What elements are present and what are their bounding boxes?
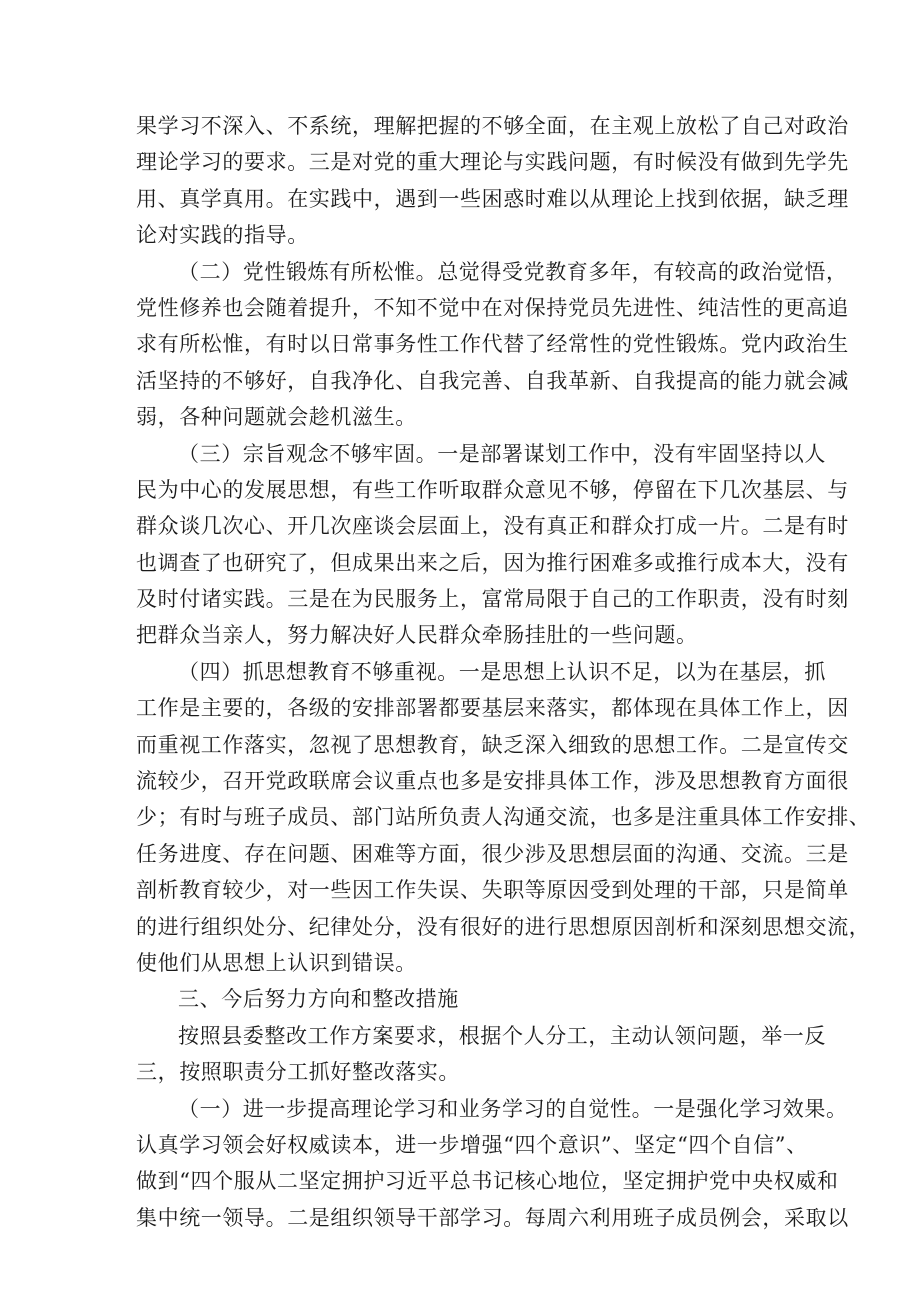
text-line: 果学习不深入、不系统，理解把握的不够全面，在主观上放松了自己对政治 <box>136 114 849 138</box>
text-line: 党性修养也会随着提升，不知不觉中在对保持党员先进性、纯洁性的更高追 <box>136 295 849 320</box>
text-line: 活坚持的不够好，自我净化、自我完善、自我革新、自我提高的能力就会减 <box>136 368 849 393</box>
document-body <box>136 108 871 1236</box>
text-line: 三，按照职责分工抓好整改落实。 <box>136 1060 460 1085</box>
text-line: 群众谈几次心、开几次座谈会层面上，没有真正和群众打成一片。二是有时 <box>136 514 849 539</box>
text-line: 任务进度、存在问题、困难等方面，很少涉及思想层面的沟通、交流。三是 <box>136 841 849 866</box>
text-line: 流较少，召开党政联席会议重点也多是安排具体工作，涉及思想教育方面很 <box>136 769 849 794</box>
text-line: 而重视工作落实，忽视了思想教育，缺乏深入细致的思想工作。二是宣传交 <box>136 732 849 757</box>
text-line: 求有所松惟，有时以日常事务性工作代替了经常性的党性锻炼。党内政治生 <box>136 332 849 357</box>
text-line: 认真学习领会好权威读本，进一步增强“四个意识”、坚定“四个自信”、 <box>136 1132 808 1157</box>
text-line: 少；有时与班子成员、部门站所负责人沟通交流，也多是注重具体工作安排、 <box>136 805 871 830</box>
text-line: （二）党性锻炼有所松惟。总觉得受党教育多年，有较高的政治觉悟， <box>178 259 848 284</box>
text-line: 把群众当亲人，努力解决好人民群众牵肠挂肚的一些问题。 <box>136 623 698 648</box>
text-line: 三、今后努力方向和整改措施 <box>178 987 459 1012</box>
text-line: 弱，各种问题就会趁机滋生。 <box>136 405 417 430</box>
text-line: 民为中心的发展思想，有些工作听取群众意见不够，停留在下几次基层、与 <box>136 477 849 502</box>
text-line: 及时付诸实践。三是在为民服务上，富常局限于自己的工作职责，没有时刻 <box>136 587 849 612</box>
text-line: 理论学习的要求。三是对党的重大理论与实践问题，有时候没有做到先学先 <box>136 150 849 175</box>
text-line: 按照县委整改工作方案要求，根据个人分工，主动认领问题，举一反 <box>178 1023 826 1048</box>
text-line: 也调查了也研究了，但成果出来之后，因为推行困难多或推行成本大，没有 <box>136 550 849 575</box>
text-line: 剖析教育较少，对一些因工作失误、失职等原因受到处理的干部，只是简单 <box>136 878 849 903</box>
text-line: 做到“四个服从二坚定拥护习近平总书记核心地位，坚定拥护党中央权威和 <box>136 1169 839 1194</box>
text-line: 用、真学真用。在实践中，遇到一些困惑时难以从理论上找到依据，缺乏理 <box>136 186 849 211</box>
text-line: 集中统一领导。二是组织领导干部学习。每周六利用班子成员例会，采取以 <box>136 1205 849 1230</box>
text-line: 的进行组织处分、纪律处分，没有很好的进行思想原因剖析和深刻思想交流， <box>136 914 871 939</box>
text-line: （四）抓思想教育不够重视。一是思想上认识不足，以为在基层，抓 <box>178 659 826 684</box>
text-line: （三）宗旨观念不够牢固。一是部署谋划工作中，没有牢固坚持以人 <box>178 441 826 466</box>
text-line: 使他们从思想上认识到错误。 <box>136 950 417 975</box>
text-line: 工作是主要的，各级的安排部署都要基层来落实，都体现在具体工作上，因 <box>136 696 849 721</box>
text-line: （一）进一步提高理论学习和业务学习的自觉性。一是强化学习效果。 <box>178 1096 848 1121</box>
text-line: 论对实践的指导。 <box>136 223 309 248</box>
